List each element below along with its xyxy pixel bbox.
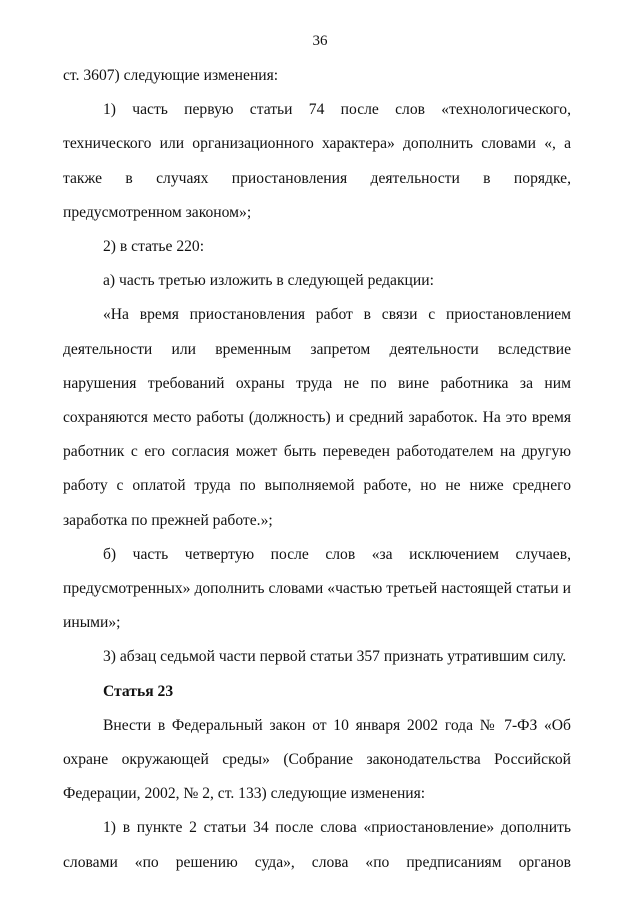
document-body — [63, 59, 571, 880]
paragraph-subitem-b: б) часть четвертую после слов «за исключением случаев, предусмотренных» дополнить словами «частью третьей настоящей статьи и иными»; — [63, 545, 571, 632]
page-number: 36 — [312, 33, 328, 49]
paragraph-article-intro: Внести в Федеральный закон от 10 января 2002 года № 7-ФЗ «Об охране окружающей среды» (Собрание законодательства Российской Федерации, 2002, № 2, ст. 133) следующие изменения: — [63, 716, 571, 803]
paragraph-article-item-1: 1) в пункте 2 статьи 34 после слова «приостановление» дополнить словами «по решению суда», слова «по предписаниям органов — [63, 819, 571, 871]
paragraph-item-2: 2) в статье 220: — [103, 238, 205, 256]
article-heading: Статья 23 — [103, 682, 174, 700]
paragraph-subitem-a: а) часть третью изложить в следующей редакции: — [103, 272, 434, 290]
paragraph-item-1: 1) часть первую статьи 74 после слов «технологического, технического или организационного характера» дополнить словами «, а также в случаях приостановления деятельности в порядке, предусмотренном законом»; — [63, 101, 571, 221]
paragraph-item-3: 3) абзац седьмой части первой статьи 357 признать утратившим силу. — [103, 648, 567, 666]
paragraph-continuation: ст. 3607) следующие изменения: — [63, 67, 279, 84]
paragraph-quoted-text: «На время приостановления работ в связи с приостановлением деятельности или временным запретом деятельности вследствие нарушения требований охраны труда не по вине работника за ним сохраняются место работы (должность) и средний заработок. На это время работник с его согласия может быть переведен работодателем на другую работу с оплатой труда по выполняемой работе, но не ниже среднего заработка по прежней работе.»; — [63, 306, 571, 529]
